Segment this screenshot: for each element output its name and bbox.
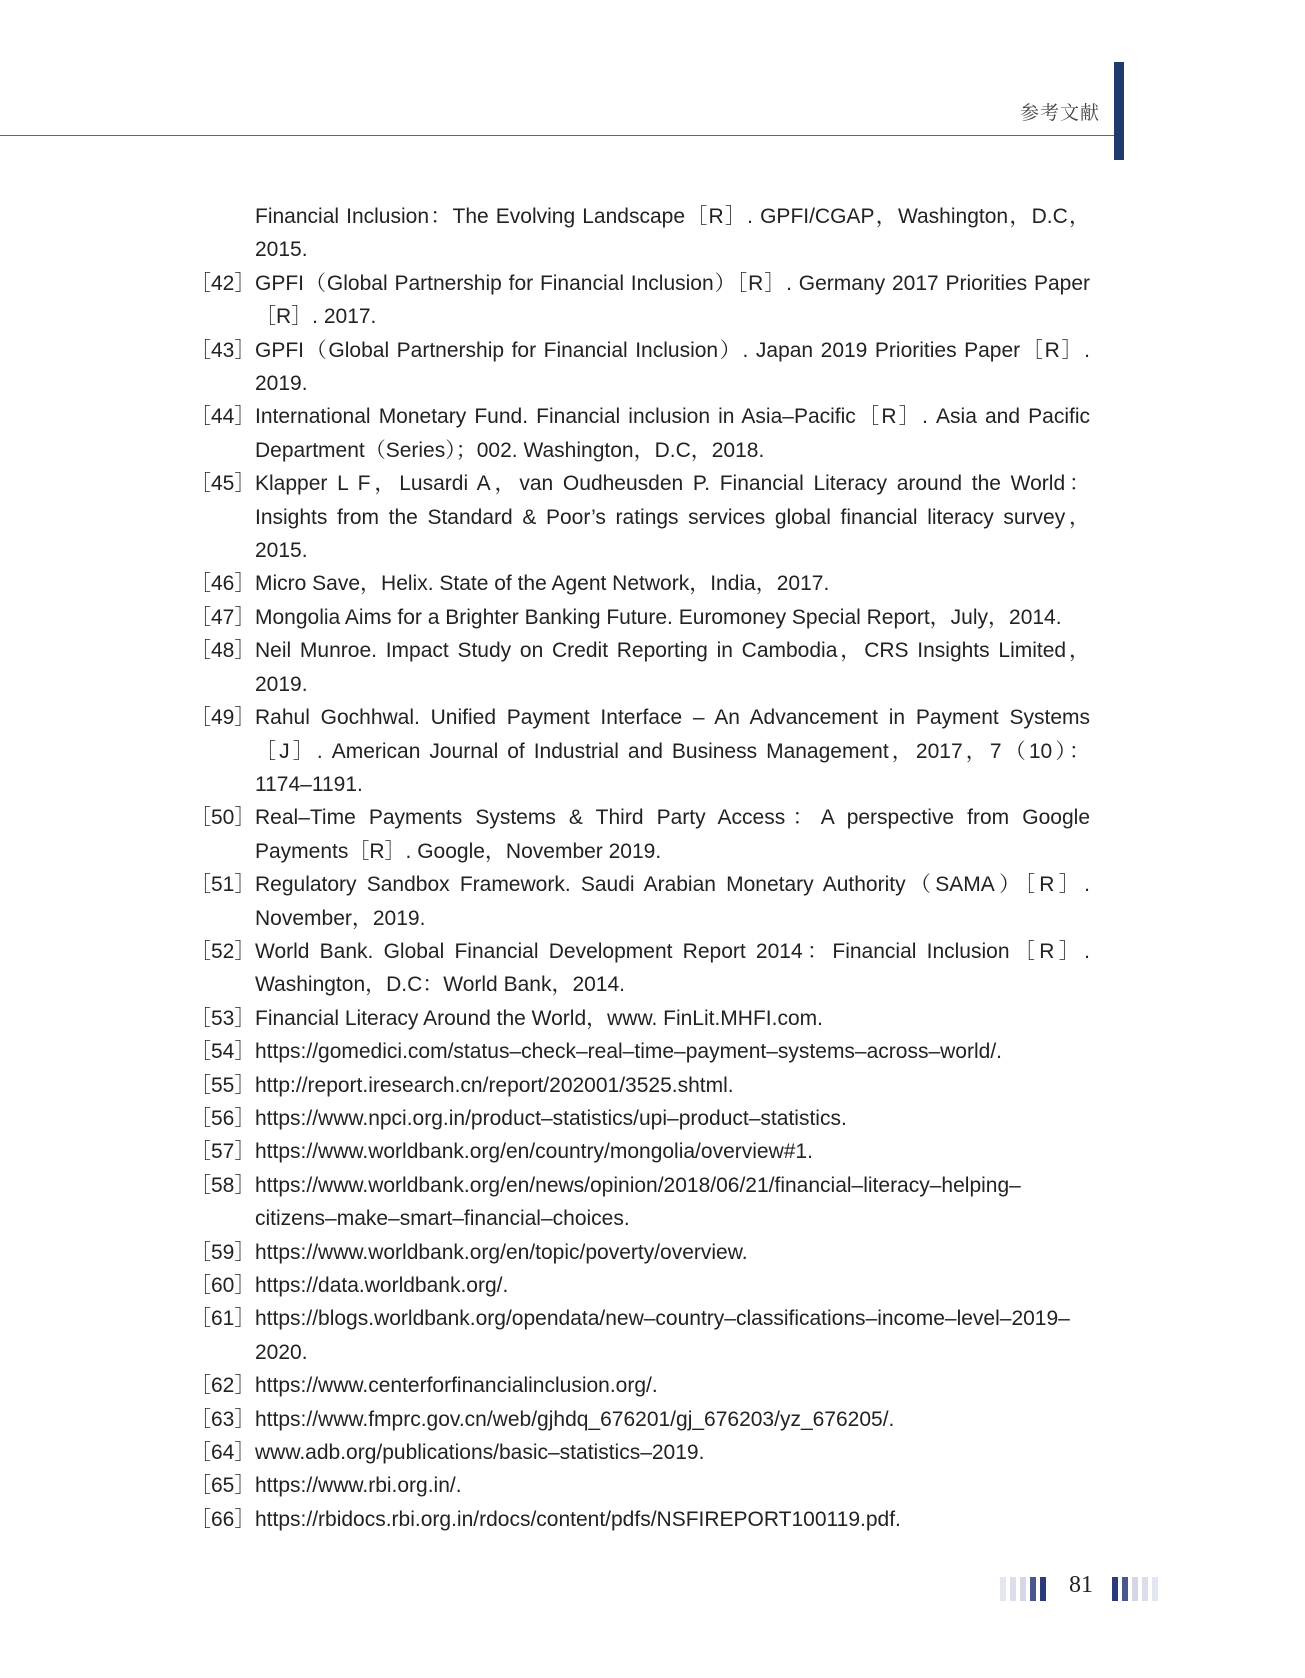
reference-text: https://gomedici.com/status–check–real–time–payment–systems–across–world/. <box>255 1040 1002 1064</box>
reference-number: ［44］ <box>190 405 256 429</box>
page-number-ornament-left <box>1000 1577 1046 1601</box>
ornament-stripe <box>1132 1577 1138 1601</box>
reference-list <box>190 200 1090 1536</box>
ornament-stripe <box>1122 1577 1128 1601</box>
ornament-stripe <box>1020 1577 1026 1601</box>
reference-number: ［61］ <box>190 1307 256 1331</box>
reference-item <box>190 334 1090 401</box>
reference-text: Klapper L F，Lusardi A，van Oudheusden P. Financial Literacy around the World：Insights from the Standard & Poor’s ratings services global financial literacy survey，2015. <box>255 472 1090 563</box>
reference-item <box>190 1169 1090 1236</box>
reference-item <box>190 1102 1090 1135</box>
reference-text: Mongolia Aims for a Brighter Banking Future. Euromoney Special Report，July，2014. <box>255 605 1062 629</box>
reference-number: ［45］ <box>190 472 256 496</box>
reference-text: Financial Literacy Around the World，www. FinLit.MHFI.com. <box>255 1006 823 1030</box>
reference-item <box>190 267 1090 334</box>
reference-item <box>190 1436 1090 1469</box>
page-number: 81 <box>1069 1572 1093 1598</box>
ornament-stripe <box>1142 1577 1148 1601</box>
reference-text: http://report.iresearch.cn/report/202001/3525.shtml. <box>255 1073 734 1097</box>
reference-number: ［51］ <box>190 873 256 897</box>
reference-item <box>190 1002 1090 1035</box>
reference-text: Micro Save，Helix. State of the Agent Network，India，2017. <box>255 572 830 596</box>
reference-number: ［43］ <box>190 338 256 362</box>
reference-number: ［42］ <box>190 271 256 295</box>
reference-item <box>190 400 1090 467</box>
reference-number: ［66］ <box>190 1507 256 1531</box>
reference-number: ［46］ <box>190 572 256 596</box>
reference-text: Neil Munroe. Impact Study on Credit Reporting in Cambodia，CRS Insights Limited，2019. <box>255 639 1090 696</box>
reference-text: https://www.centerforfinancialinclusion.org/. <box>255 1374 658 1398</box>
reference-number: ［53］ <box>190 1006 256 1030</box>
reference-item <box>190 1069 1090 1102</box>
reference-text: World Bank. Global Financial Development Report 2014：Financial Inclusion［R］. Washington，D.C：World Bank，2014. <box>255 939 1090 997</box>
reference-item <box>190 935 1090 1002</box>
reference-item <box>190 1302 1090 1369</box>
reference-item <box>190 1035 1090 1068</box>
reference-item <box>190 1236 1090 1269</box>
ornament-stripe <box>1000 1577 1006 1601</box>
reference-item <box>190 601 1090 634</box>
reference-text: https://data.worldbank.org/. <box>255 1274 509 1297</box>
reference-number: ［56］ <box>190 1106 256 1130</box>
reference-item <box>190 1369 1090 1402</box>
reference-number: ［49］ <box>190 706 256 730</box>
reference-number: ［47］ <box>190 605 256 629</box>
header-accent-bar <box>1114 62 1124 160</box>
reference-text: https://www.worldbank.org/en/country/mongolia/overview#1. <box>255 1140 813 1164</box>
reference-number: ［48］ <box>190 639 256 663</box>
reference-number: ［63］ <box>190 1407 256 1431</box>
page-number-ornament-right <box>1112 1577 1158 1601</box>
ornament-stripe <box>1030 1577 1036 1601</box>
reference-item <box>190 1403 1090 1436</box>
reference-text: https://www.worldbank.org/en/news/opinion/2018/06/21/financial–literacy–helping–citizens–make–smart–financial–choices. <box>255 1173 1021 1231</box>
reference-text: https://www.fmprc.gov.cn/web/gjhdq_676201/gj_676203/yz_676205/. <box>255 1407 895 1431</box>
reference-number: ［65］ <box>190 1474 256 1498</box>
reference-text: International Monetary Fund. Financial inclusion in Asia–Pacific［R］. Asia and Pacific Department（Series）；002. Washington，D.C，2018. <box>255 405 1090 462</box>
reference-number: ［58］ <box>190 1173 256 1197</box>
reference-text: https://rbidocs.rbi.org.in/rdocs/content/pdfs/NSFIREPORT100119.pdf. <box>255 1507 901 1531</box>
reference-text: https://blogs.worldbank.org/opendata/new–country–classifications–income–level–2019–2020. <box>255 1307 1070 1364</box>
reference-item <box>190 1503 1090 1536</box>
reference-item <box>190 634 1090 701</box>
reference-number: ［60］ <box>190 1274 256 1297</box>
header-rule <box>0 135 1124 136</box>
ornament-stripe <box>1040 1577 1046 1601</box>
reference-text: Financial Inclusion：The Evolving Landscape［R］. GPFI/CGAP，Washington，D.C，2015. <box>255 205 1090 262</box>
reference-text: GPFI（Global Partnership for Financial Inclusion）. Japan 2019 Priorities Paper［R］. 2019. <box>255 338 1090 396</box>
reference-text: https://www.npci.org.in/product–statistics/upi–product–statistics. <box>255 1106 847 1130</box>
reference-item <box>190 801 1090 868</box>
reference-item <box>190 200 1090 267</box>
reference-item <box>190 1469 1090 1502</box>
reference-item <box>190 701 1090 801</box>
reference-text: https://www.rbi.org.in/. <box>255 1474 462 1498</box>
reference-text: GPFI（Global Partnership for Financial Inclusion）［R］. Germany 2017 Priorities Paper［R］. 2017. <box>255 271 1090 329</box>
reference-number: ［59］ <box>190 1240 256 1264</box>
running-head: 参考文献 <box>1019 103 1100 124</box>
reference-number: ［57］ <box>190 1140 256 1164</box>
reference-text: Rahul Gochhwal. Unified Payment Interface – An Advancement in Payment Systems［J］. American Journal of Industrial and Business Management，2017，7（10）：1174–1191. <box>255 706 1090 796</box>
reference-item <box>190 467 1090 567</box>
reference-text: Regulatory Sandbox Framework. Saudi Arabian Monetary Authority（SAMA）［R］. November，2019. <box>255 873 1090 930</box>
reference-item <box>190 567 1090 600</box>
ornament-stripe <box>1010 1577 1016 1601</box>
ornament-stripe <box>1112 1577 1118 1601</box>
reference-item <box>190 1135 1090 1168</box>
reference-number: ［52］ <box>190 939 256 963</box>
reference-number: ［54］ <box>190 1040 256 1064</box>
reference-text: https://www.worldbank.org/en/topic/poverty/overview. <box>255 1240 748 1264</box>
ornament-stripe <box>1152 1577 1158 1601</box>
reference-text: Real–Time Payments Systems & Third Party Access：A perspective from Google Payments［R］. Google，November 2019. <box>255 806 1090 863</box>
reference-number: ［64］ <box>190 1441 256 1465</box>
reference-number: ［50］ <box>190 806 256 830</box>
reference-item <box>190 868 1090 935</box>
reference-item <box>190 1269 1090 1302</box>
reference-number: ［62］ <box>190 1374 256 1398</box>
reference-text: www.adb.org/publications/basic–statistics–2019. <box>255 1441 705 1465</box>
reference-number: ［55］ <box>190 1073 256 1097</box>
